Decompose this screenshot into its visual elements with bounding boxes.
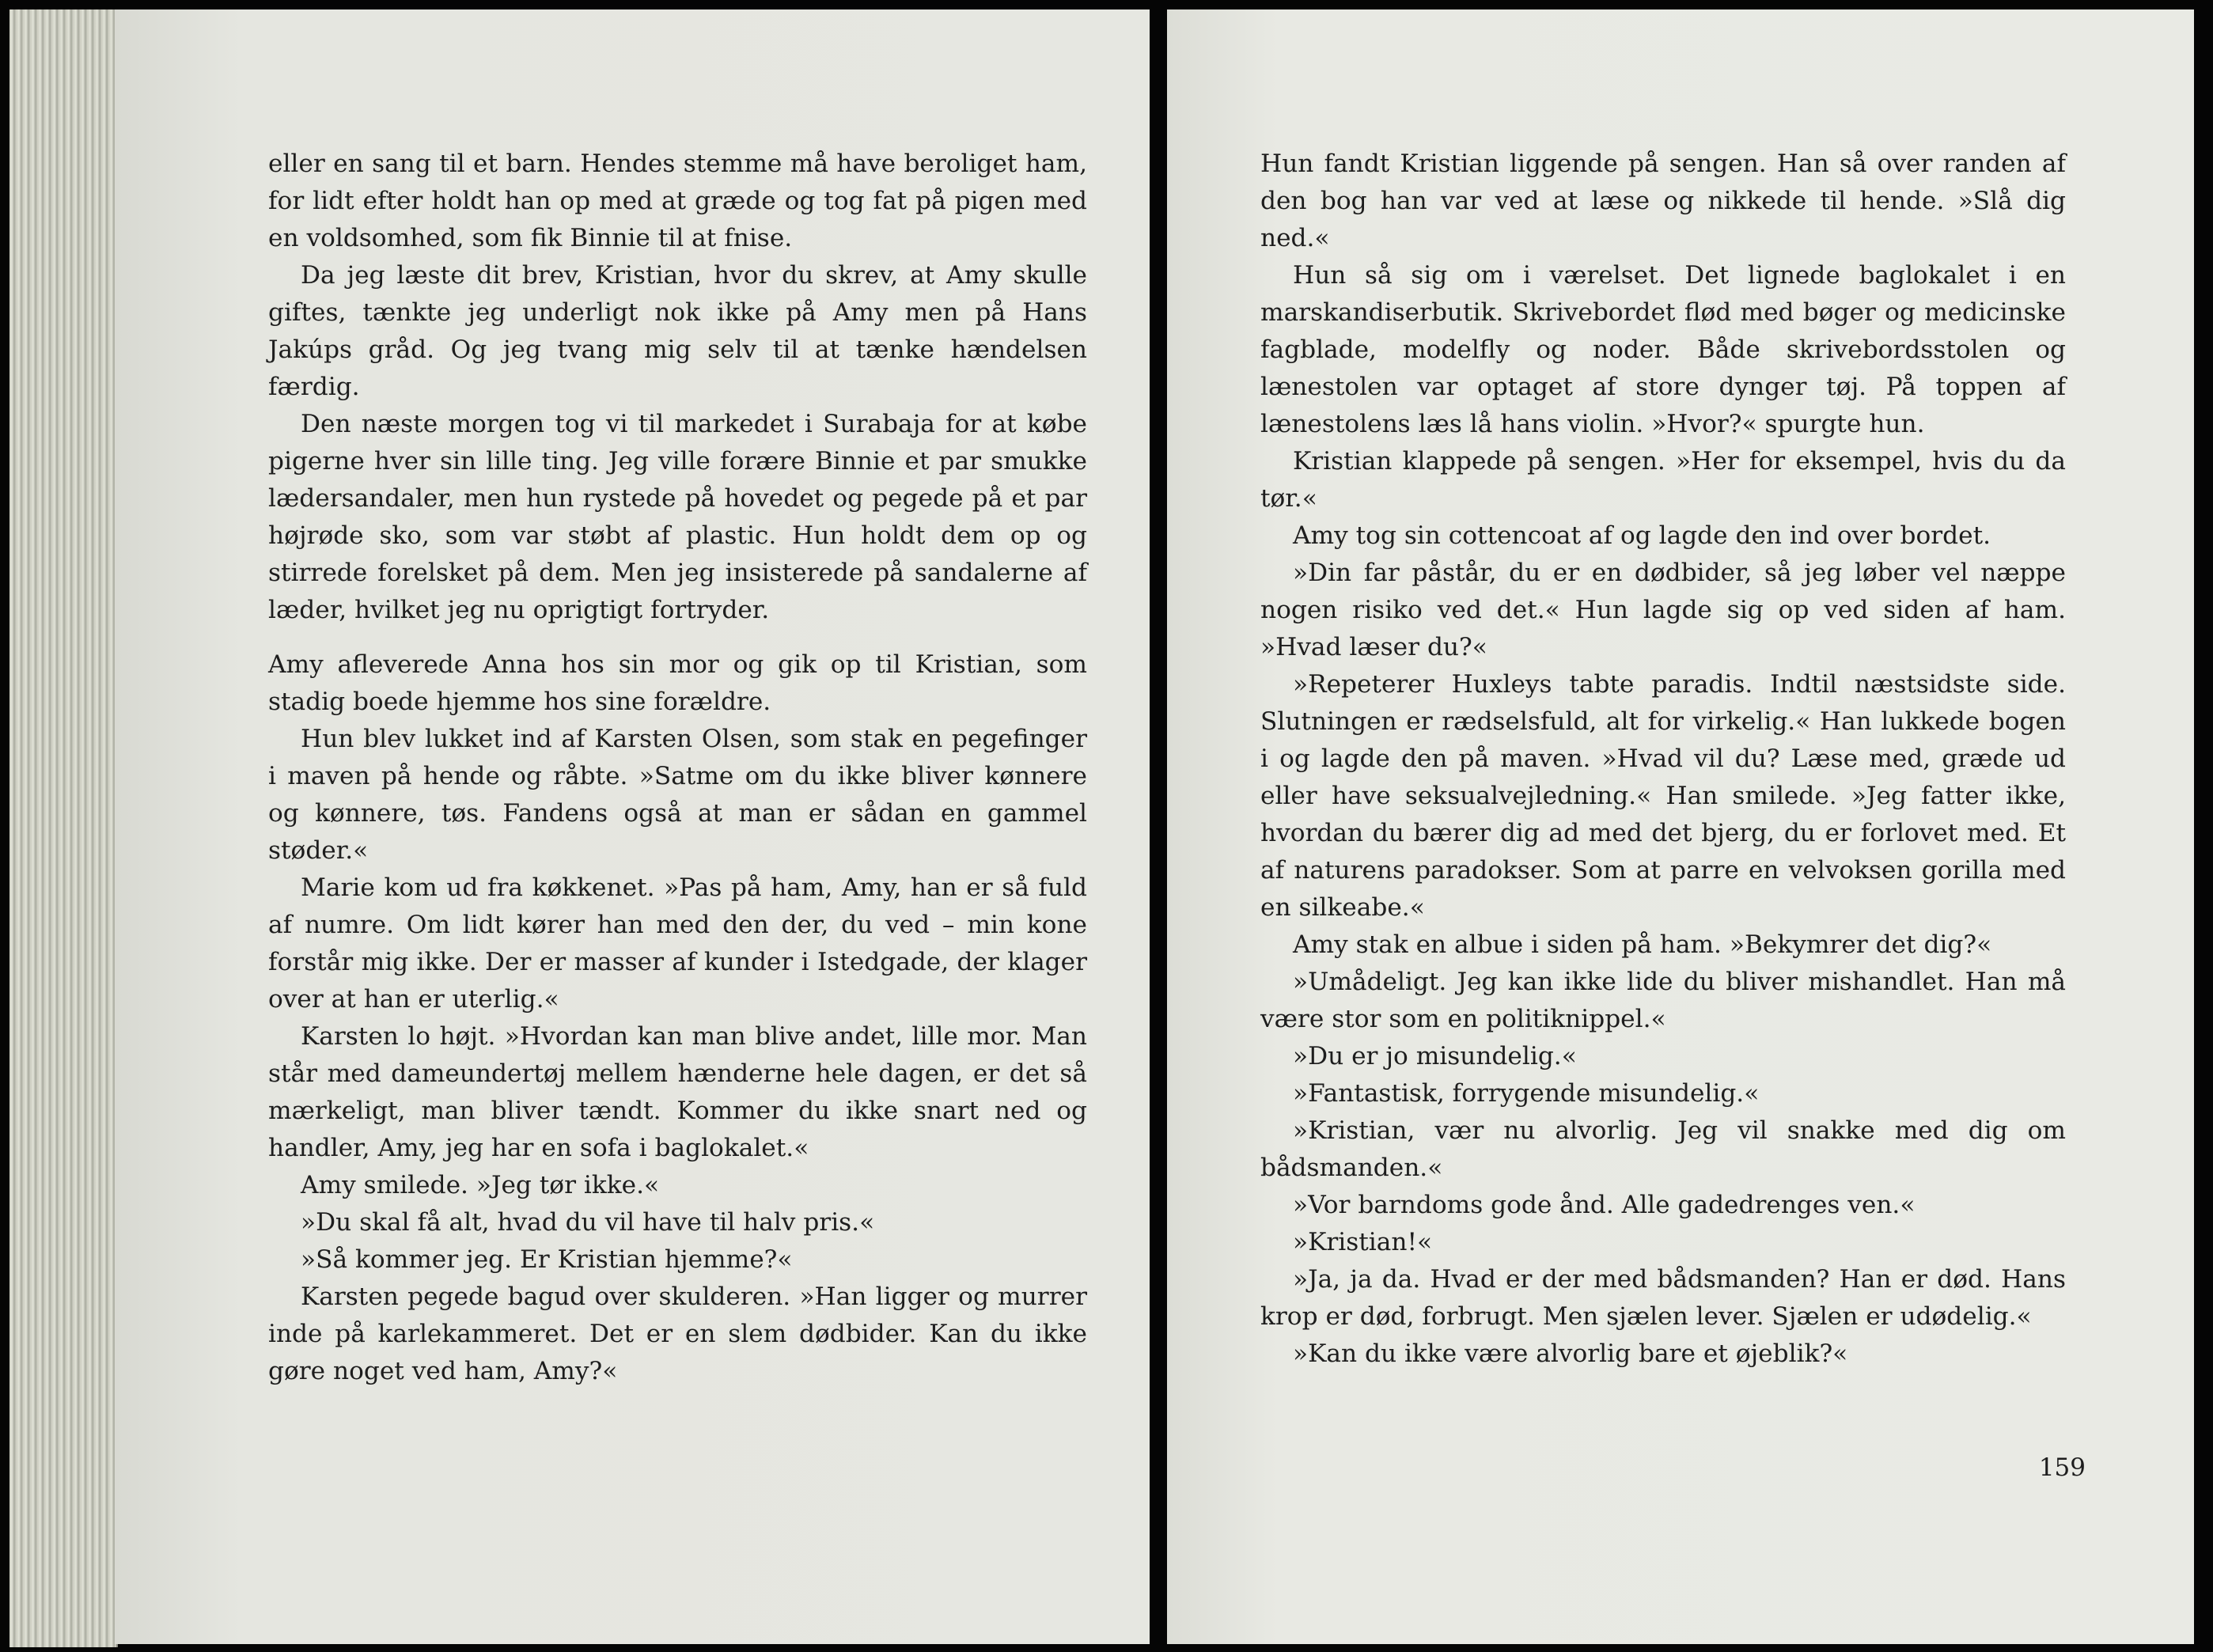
paragraph: eller en sang til et barn. Hendes stemme må have beroliget ham, for lidt efter holdt han op med at græde og tog fat på pigen med en voldsomhed, som fik Binnie til at fnise. (268, 150, 1087, 252)
page-number: 159 (2038, 1453, 2086, 1482)
left-page-text (268, 146, 1087, 1390)
page-edges (9, 9, 118, 1647)
paragraph: Hun blev lukket ind af Karsten Olsen, som stak en pegefinger i maven på hende og råbte. »Satme om du ikke bliver kønnere og kønnere, tøs. Fandens også at man er sådan en gammel støder.« (268, 725, 1087, 865)
paragraph: Amy stak en albue i siden på ham. »Bekymrer det dig?« (1293, 930, 1992, 959)
paragraph: Da jeg læste dit brev, Kristian, hvor du skrev, at Amy skulle giftes, tænkte jeg underligt nok ikke på Amy men på Hans Jakúps gråd. Og jeg tvang mig selv til at tænke hændelsen færdig. (268, 261, 1087, 401)
paragraph: Hun fandt Kristian liggende på sengen. Han så over randen af den bog han var ved at læse og nikkede til hende. »Slå dig ned.« (1260, 150, 2066, 252)
paragraph: Karsten pegede bagud over skulderen. »Han ligger og murrer inde på karlekammeret. Det er en slem dødbider. Kan du ikke gøre noget ved ham, Amy?« (268, 1283, 1087, 1385)
right-page (1167, 9, 2194, 1644)
paragraph: Amy tog sin cottencoat af og lagde den ind over bordet. (1293, 521, 1991, 550)
paragraph: »Vor barndoms gode ånd. Alle gadedrenges ven.« (1293, 1191, 1916, 1219)
paragraph: »Kan du ikke være alvorlig bare et øjeblik?« (1293, 1339, 1848, 1368)
paragraph: »Din far påstår, du er en dødbider, så jeg løber vel næppe nogen risiko ved det.« Hun lagde sig op ved siden af ham. »Hvad læser du?« (1260, 559, 2066, 661)
left-page (115, 9, 1150, 1644)
paragraph: »Ja, ja da. Hvad er der med bådsmanden? Han er død. Hans krop er død, forbrugt. Men sjælen lever. Sjælen er udødelig.« (1260, 1265, 2066, 1331)
paragraph: »Umådeligt. Jeg kan ikke lide du bliver mishandlet. Han må være stor som en politiknippel.« (1260, 968, 2066, 1033)
paragraph: »Kristian, vær nu alvorlig. Jeg vil snakke med dig om bådsmanden.« (1260, 1116, 2066, 1182)
paragraph: »Så kommer jeg. Er Kristian hjemme?« (301, 1245, 793, 1274)
paragraph: Amy smilede. »Jeg tør ikke.« (301, 1171, 660, 1199)
paragraph: Hun så sig om i værelset. Det lignede baglokalet i en marskandiserbutik. Skrivebordet flød med bøger og medicinske fagblade, modelfly og noder. Både skrivebordsstolen og lænestolen var optaget af store dynger tøj. På toppen af lænestolens læs lå hans violin. »Hvor?« spurgte hun. (1260, 261, 2066, 438)
right-page-text (1260, 146, 2066, 1373)
paragraph: Marie kom ud fra køkkenet. »Pas på ham, Amy, han er så fuld af numre. Om lidt kører han med den der, du ved – min kone forstår mig ikke. Der er masser af kunder i Istedgade, der klager over at han er uterlig.« (268, 873, 1087, 1014)
paragraph: »Fantastisk, forrygende misundelig.« (1293, 1079, 1760, 1108)
paragraph: Kristian klappede på sengen. »Her for eksempel, hvis du da tør.« (1260, 447, 2066, 513)
paragraph: »Du skal få alt, hvad du vil have til halv pris.« (301, 1208, 875, 1237)
paragraph: »Kristian!« (1293, 1228, 1433, 1256)
paragraph: Den næste morgen tog vi til markedet i Surabaja for at købe pigerne hver sin lille ting. Jeg ville forære Binnie et par smukke lædersandaler, men hun rystede på hovedet og pegede på et par højrøde sko, som var støbt af plastic. Hun holdt dem op og stirrede forelsket på dem. Men jeg insisterede på sandalerne af læder, hvilket jeg nu oprigtigt fortryder. (268, 410, 1087, 624)
paragraph: »Repeterer Huxleys tabte paradis. Indtil næstsidste side. Slutningen er rædselsfuld, alt for virkelig.« Han lukkede bogen i og lagde den på maven. »Hvad vil du? Læse med, græde ud eller have seksualvejledning.« Han smilede. »Jeg fatter ikke, hvordan du bærer dig ad med det bjerg, du er forlovet med. Et af naturens paradokser. Som at parre en velvoksen gorilla med en silkeabe.« (1260, 670, 2066, 922)
paragraph: Amy afleverede Anna hos sin mor og gik op til Kristian, som stadig boede hjemme hos sine forældre. (268, 650, 1087, 716)
paragraph: Karsten lo højt. »Hvordan kan man blive andet, lille mor. Man står med dameundertøj mellem hænderne hele dagen, er det så mærkeligt, man bliver tændt. Kommer du ikke snart ned og handler, Amy, jeg har en sofa i baglokalet.« (268, 1022, 1087, 1162)
paragraph: »Du er jo misundelig.« (1293, 1042, 1577, 1070)
